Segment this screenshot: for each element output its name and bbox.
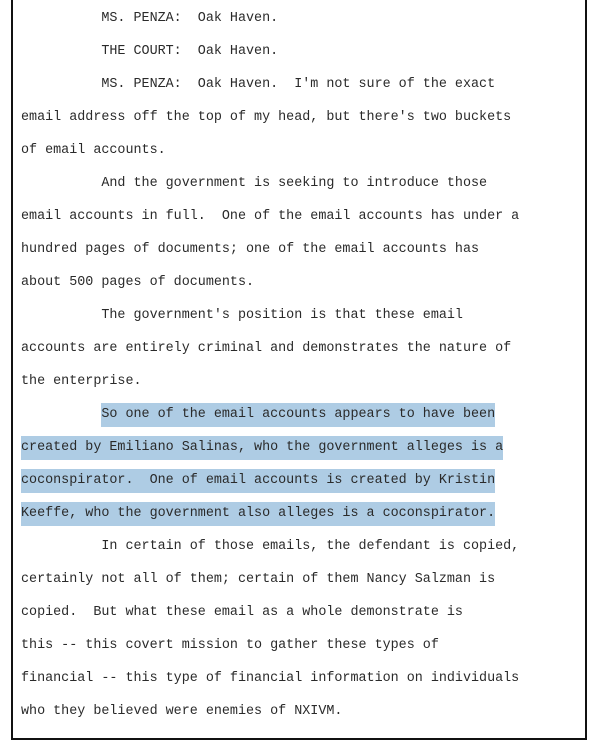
line-indent [21,11,101,26]
transcript-line [21,596,581,629]
transcript-text [21,2,581,728]
line-text: the enterprise. [21,374,142,389]
line-text: MS. PENZA: Oak Haven. [101,11,279,26]
line-text: about 500 pages of documents. [21,275,255,290]
line-text: of email accounts. [21,143,166,158]
transcript-page [11,0,587,740]
line-text: this -- this covert mission to gather these types of [21,638,439,653]
transcript-line [21,233,581,266]
line-text: email address off the top of my head, but there's two buckets [21,110,512,125]
line-text: In certain of those emails, the defendant is copied, [101,539,520,554]
line-indent [21,539,101,554]
transcript-line [21,299,581,332]
transcript-line [21,101,581,134]
line-text: So one of the email accounts appears to have been [101,403,495,427]
line-text: who they believed were enemies of NXIVM. [21,704,343,719]
line-text: And the government is seeking to introduce those [101,176,488,191]
line-indent [21,308,101,323]
transcript-line [21,167,581,200]
line-text: accounts are entirely criminal and demonstrates the nature of [21,341,512,356]
transcript-line [21,68,581,101]
line-text: THE COURT: Oak Haven. [101,44,279,59]
line-text: Keeffe, who the government also alleges is a coconspirator. [21,502,495,526]
line-text: created by Emiliano Salinas, who the government alleges is a [21,436,503,460]
transcript-line-highlighted [21,497,581,530]
transcript-line [21,200,581,233]
line-text: hundred pages of documents; one of the email accounts has [21,242,480,257]
line-indent [21,176,101,191]
transcript-line-highlighted [21,464,581,497]
line-text: MS. PENZA: Oak Haven. I'm not sure of the exact [101,77,496,92]
line-indent [21,407,101,422]
transcript-line [21,332,581,365]
transcript-line [21,629,581,662]
line-text: coconspirator. One of email accounts is created by Kristin [21,469,495,493]
line-indent [21,44,101,59]
transcript-line [21,365,581,398]
line-text: The government's position is that these email [101,308,463,323]
line-text: email accounts in full. One of the email accounts has under a [21,209,520,224]
transcript-line [21,134,581,167]
transcript-line [21,563,581,596]
line-text: certainly not all of them; certain of them Nancy Salzman is [21,572,496,587]
transcript-line-highlighted [21,431,581,464]
transcript-line [21,695,581,728]
transcript-line-highlighted [21,398,581,431]
transcript-line [21,662,581,695]
transcript-line [21,266,581,299]
line-indent [21,77,101,92]
line-text: copied. But what these email as a whole demonstrate is [21,605,463,620]
transcript-line [21,35,581,68]
transcript-line [21,2,581,35]
transcript-line [21,530,581,563]
line-text: financial -- this type of financial information on individuals [21,671,520,686]
